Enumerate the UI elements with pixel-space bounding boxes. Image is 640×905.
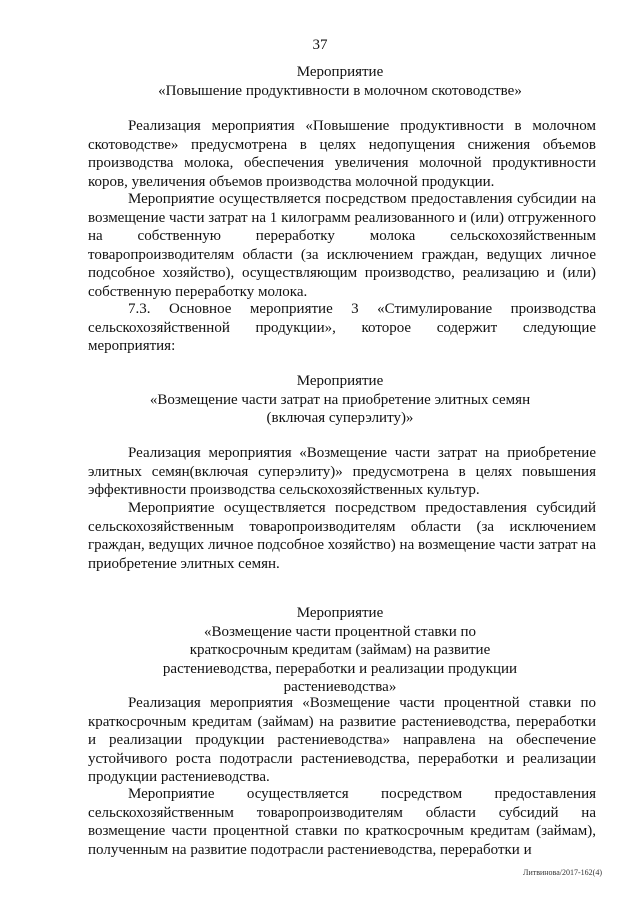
- paragraph: Реализация мероприятия «Повышение продуктивности в молочном скотоводстве» предусмотрена в целях недопущения снижения объемов производства молока, обеспечения увеличения молочной продуктивности коров, увеличения объемов производства молочной продукции.: [88, 118, 596, 190]
- footer-code: Литвинова/2017-162(4): [523, 868, 602, 877]
- section-title: «Возмещение части процентной ставки по краткосрочным кредитам (займам) на развитие растениеводства, переработки и реализации продукции растениеводства»: [162, 623, 518, 695]
- section-label: Мероприятие: [296, 605, 384, 621]
- page-number: 37: [312, 37, 328, 53]
- section-label: Мероприятие: [296, 373, 384, 389]
- section-title: «Повышение продуктивности в молочном скотоводстве»: [158, 82, 522, 99]
- paragraph: Мероприятие осуществляется посредством предоставления сельскохозяйственным товаропроизводителям области субсидий на возмещение части процентной ставки по краткосрочным кредитам (займам), полученным на развитие подотрасли растениеводства, переработки и: [88, 786, 596, 858]
- section-label: Мероприятие: [296, 64, 384, 80]
- section-heading: [85, 63, 595, 100]
- paragraph: 7.3. Основное мероприятие 3 «Стимулирование производства сельскохозяйственной продукции», которое содержит следующие мероприятия:: [88, 301, 596, 355]
- section-heading: [85, 372, 595, 428]
- paragraph: Мероприятие осуществляется посредством предоставления субсидий сельскохозяйственным товаропроизводителям области (за исключением граждан, ведущих личное подсобное хозяйство) на возмещение части затрат на приобретение элитных семян.: [88, 500, 596, 572]
- paragraph: Реализация мероприятия «Возмещение части затрат на приобретение элитных семян(включая суперэлиту)» предусмотрена в целях повышения эффективности производства сельскохозяйственных культур.: [88, 445, 596, 499]
- paragraph: Мероприятие осуществляется посредством предоставления субсидии на возмещение части затрат на 1 килограмм реализованного и (или) отгруженного на собственную переработку молока сельскохозяйственным товаропроизводителям области (за исключением граждан, ведущих личное подсобное хозяйство), осуществляющим производство, реализацию и (или) собственную переработку молока.: [88, 191, 596, 300]
- section-heading: [85, 604, 595, 697]
- paragraph: Реализация мероприятия «Возмещение части процентной ставки по краткосрочным кредитам (займам) на развитие растениеводства, переработки и реализации продукции растениеводства» направлена на обеспечение устойчивого роста подотрасли растениеводства, переработки и реализации продукции растениеводства.: [88, 695, 596, 786]
- section-title: «Возмещение части затрат на приобретение элитных семян (включая суперэлиту)»: [149, 391, 531, 426]
